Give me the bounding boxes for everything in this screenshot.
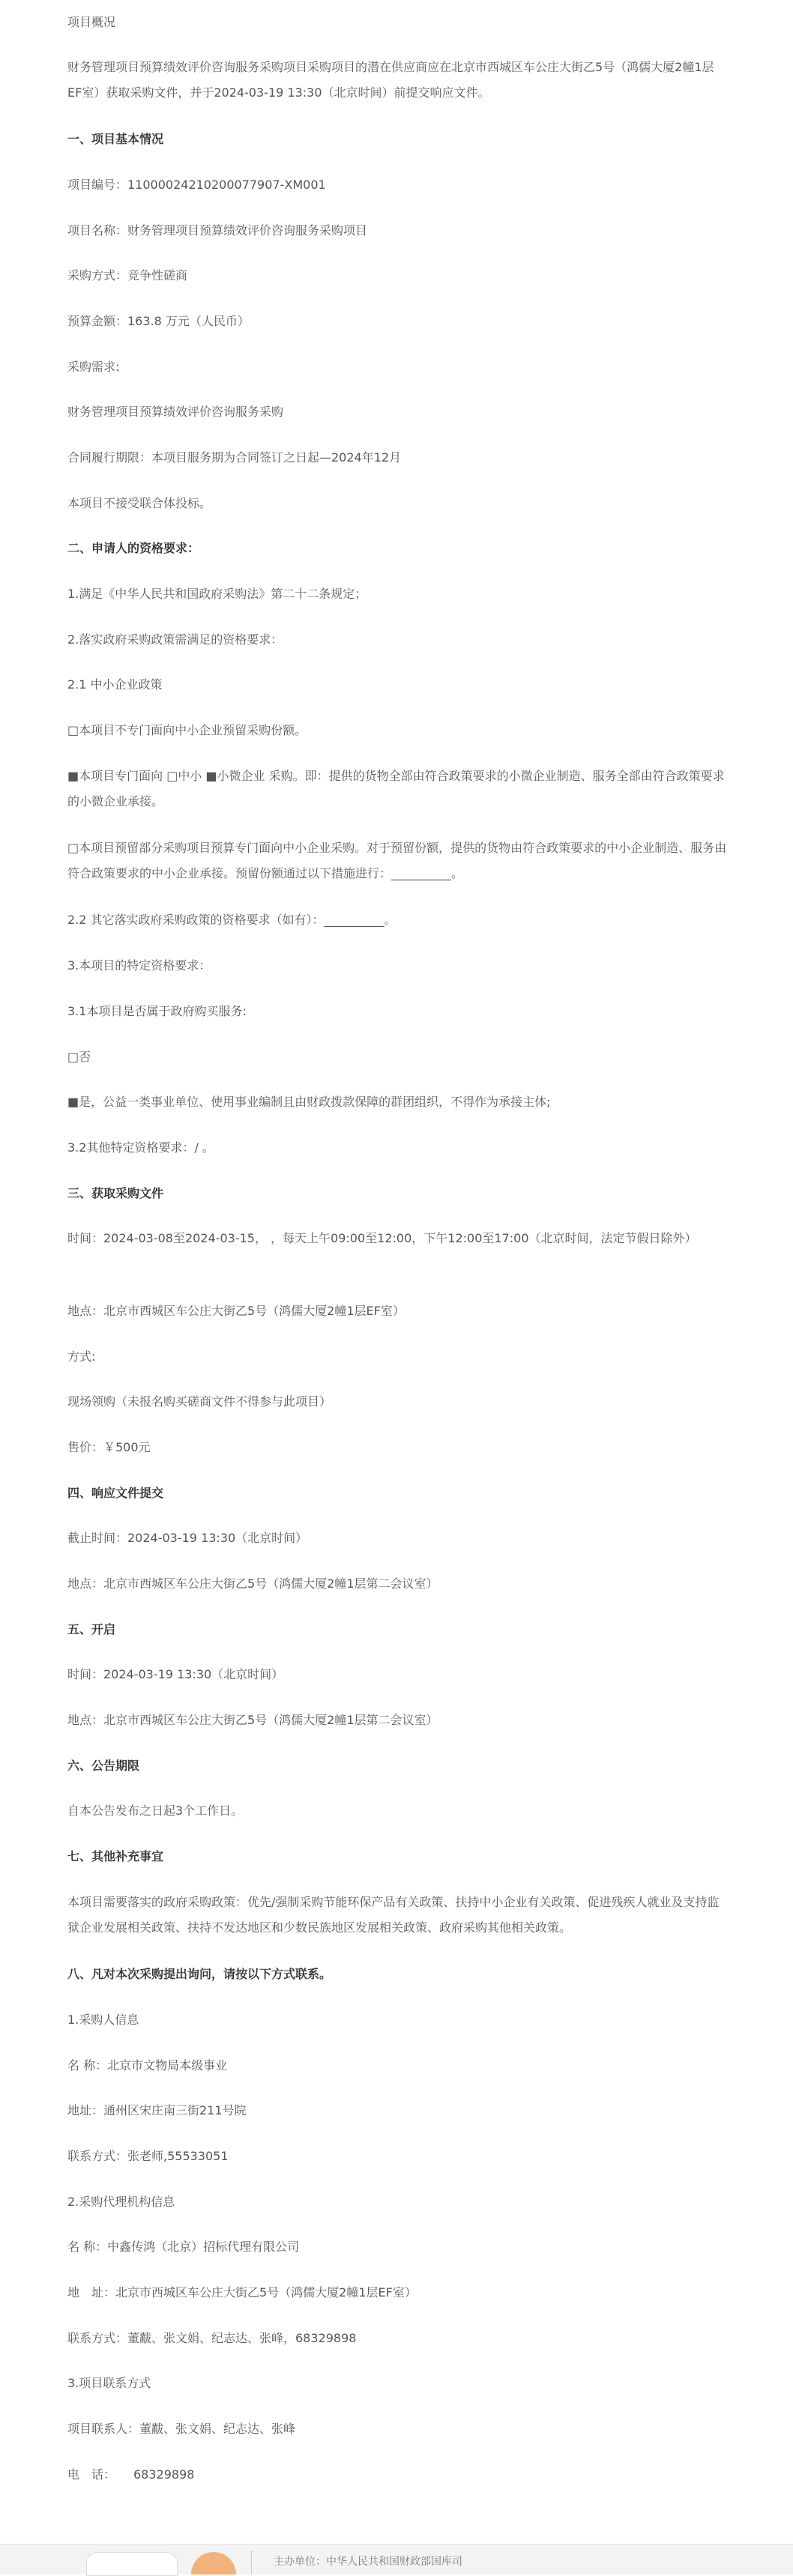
paragraph: 自本公告发布之日起3个工作日。 — [67, 1803, 244, 1818]
paragraph: 1.采购人信息 — [67, 2013, 139, 2027]
section-heading: 一、项目基本情况 — [67, 132, 164, 146]
paragraph: 3.2其他特定资格要求：/ 。 — [67, 1140, 214, 1155]
paragraph: 地点：北京市西城区车公庄大街乙5号（鸿儒大厦2幢1层第二会议室） — [67, 1713, 438, 1727]
section-heading: 二、申请人的资格要求： — [67, 541, 200, 555]
paragraph: 截止时间：2024-03-19 13:30（北京时间） — [67, 1531, 308, 1545]
paragraph: 本项目需要落实的政府采购政策：优先/强制采购节能环保产品有关政策、扶持中小企业有关政策、促进残疾人就业及支持监狱企业发展相关政策、扶持不发达地区和少数民族地区发展相关政策、政府采购其他相关政策。 — [67, 1895, 720, 1935]
paragraph: 财务管理项目预算绩效评价咨询服务采购项目采购项目的潜在供应商应在北京市西城区车公庄大街乙5号（鸿儒大厦2幢1层EF室）获取采购文件，并于2024-03-19 13:30（北京时间）前提交响应文件。 — [67, 60, 714, 100]
paragraph: 财务管理项目预算绩效评价咨询服务采购 — [67, 405, 284, 419]
paragraph: ■本项目专门面向 □中小 ■小微企业 采购。即：提供的货物全部由符合政策要求的小微企业制造、服务全部由符合政策要求的小微企业承接。 — [67, 769, 725, 808]
section-heading: 七、其他补充事宜 — [67, 1849, 164, 1863]
paragraph: 2.落实政府采购政策需满足的资格要求： — [67, 632, 283, 647]
paragraph: 地 址：北京市西城区车公庄大街乙5号（鸿儒大厦2幢1层EF室） — [67, 2285, 417, 2300]
paragraph: 项目名称：财务管理项目预算绩效评价咨询服务采购项目 — [67, 223, 368, 238]
paragraph: 现场领购（未报名购买磋商文件不得参与此项目） — [67, 1394, 332, 1409]
section-heading: 四、响应文件提交 — [67, 1486, 164, 1500]
footer-text: 主办单位：中华人民共和国财政部国库司 — [274, 2556, 462, 2568]
paragraph: 联系方式：张老师,55533051 — [67, 2149, 229, 2163]
paragraph: 电 话： 68329898 — [67, 2467, 195, 2482]
paragraph: □本项目预留部分采购项目预算专门面向中小企业采购。对于预留份额，提供的货物由符合政策要求的中小企业制造、服务由符合政策要求的中小企业承接。预留份额通过以下措施进行：__________。 — [67, 841, 727, 880]
paragraph: 3.项目联系方式 — [67, 2376, 151, 2390]
footer-logo-right — [191, 2552, 236, 2575]
section-heading: 三、获取采购文件 — [67, 1186, 164, 1200]
page-footer — [0, 2544, 793, 2575]
paragraph: 售价：￥500元 — [67, 1440, 151, 1454]
paragraph: 地点：北京市西城区车公庄大街乙5号（鸿儒大厦2幢1层第二会议室） — [67, 1576, 438, 1591]
paragraph: 时间：2024-03-19 13:30（北京时间） — [67, 1667, 284, 1681]
paragraph: 联系方式：董黻、张文娟、纪志达、张峰，68329898 — [67, 2331, 357, 2345]
paragraph: 1.满足《中华人民共和国政府采购法》第二十二条规定； — [67, 587, 367, 601]
paragraph: 合同履行期限：本项目服务期为合同签订之日起—2024年12月 — [67, 450, 402, 465]
paragraph: 项目联系人：董黻、张文娟、纪志达、张峰 — [67, 2422, 296, 2436]
section-heading: 五、开启 — [67, 1622, 116, 1636]
paragraph: 时间：2024-03-08至2024-03-15， ，每天上午09:00至12:00，下午12:00至17:00（北京时间，法定节假日除外） — [67, 1231, 697, 1245]
paragraph: 采购需求: — [67, 360, 120, 374]
paragraph: 项目概况 — [67, 15, 116, 29]
paragraph: 预算金额：163.8 万元（人民币） — [67, 314, 250, 328]
section-heading: 六、公告期限 — [67, 1759, 140, 1773]
paragraph: 3.1本项目是否属于政府购买服务: — [67, 1004, 247, 1018]
paragraph: 3.本项目的特定资格要求： — [67, 958, 211, 973]
paragraph: 项目编号：11000024210200077907-XM001 — [67, 178, 326, 192]
paragraph: 地址：通州区宋庄南三街211号院 — [67, 2103, 247, 2117]
footer-logo-left — [86, 2552, 178, 2576]
paragraph: □本项目不专门面向中小企业预留采购份额。 — [67, 723, 307, 737]
paragraph: 名 称：北京市文物局本级事业 — [67, 2058, 228, 2072]
section-heading: 八、凡对本次采购提出询问，请按以下方式联系。 — [67, 1967, 332, 1981]
footer-divider — [251, 2551, 252, 2575]
paragraph: 方式: — [67, 1349, 96, 1364]
paragraph: 本项目不接受联合体投标。 — [67, 496, 212, 510]
paragraph: 地点：北京市西城区车公庄大街乙5号（鸿儒大厦2幢1层EF室） — [67, 1304, 405, 1318]
paragraph: 2.1 中小企业政策 — [67, 677, 163, 692]
paragraph: □否 — [67, 1050, 91, 1064]
paragraph: 采购方式：竞争性磋商 — [67, 268, 188, 282]
paragraph: ■是，公益一类事业单位、使用事业编制且由财政拨款保障的群团组织，不得作为承接主体; — [67, 1095, 551, 1109]
paragraph: 名 称：中鑫传鸿（北京）招标代理有限公司 — [67, 2240, 300, 2254]
paragraph: 2.采购代理机构信息 — [67, 2195, 175, 2209]
paragraph: 2.2 其它落实政府采购政策的资格要求（如有）：__________。 — [67, 913, 396, 927]
